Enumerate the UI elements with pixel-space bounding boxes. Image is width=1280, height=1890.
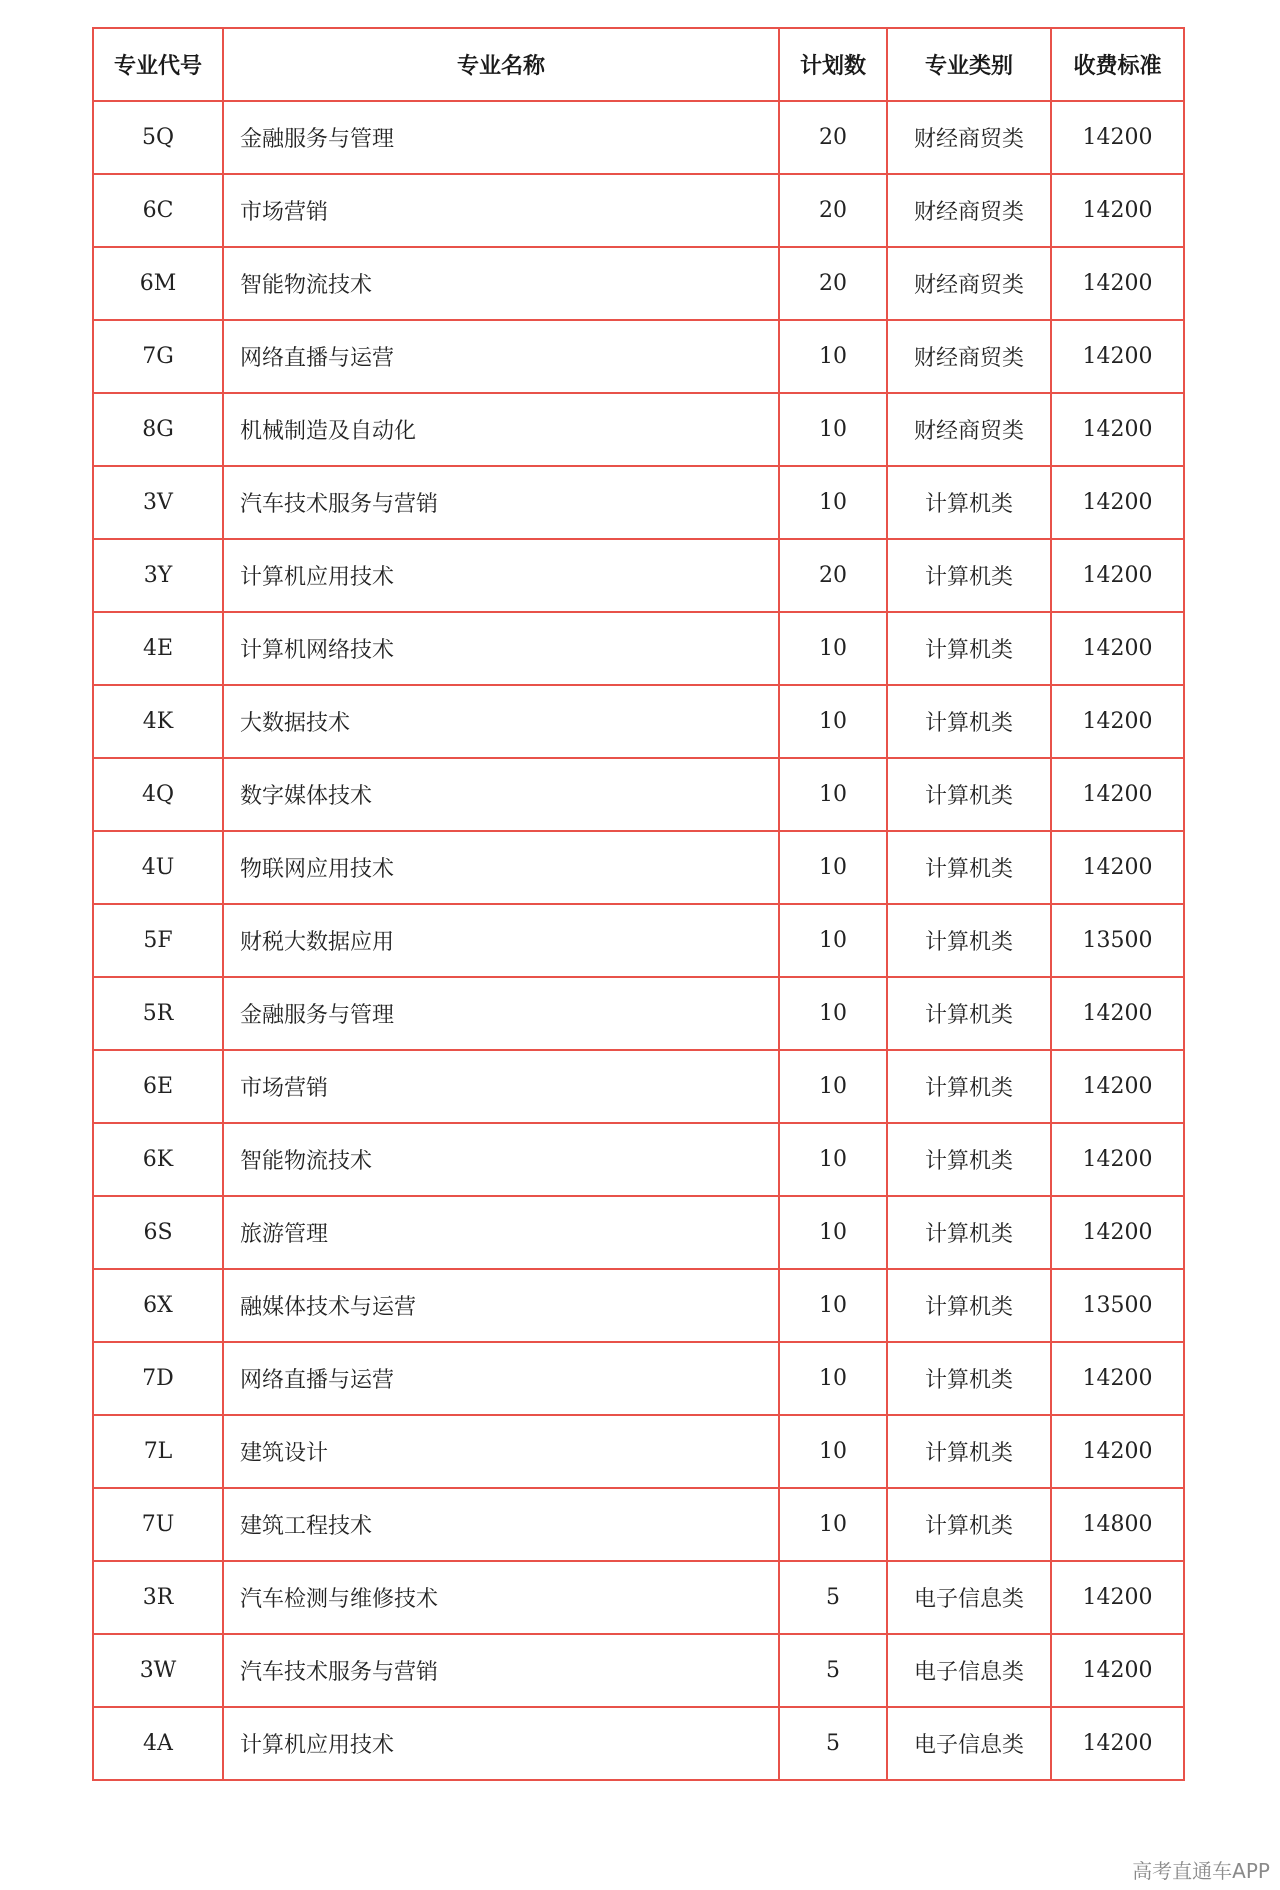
table-body bbox=[93, 101, 1184, 1780]
cell-name: 财税大数据应用 bbox=[223, 904, 779, 977]
cell-plan: 10 bbox=[779, 1488, 887, 1561]
table-row bbox=[93, 101, 1184, 174]
cell-code: 8G bbox=[93, 393, 223, 466]
table-row bbox=[93, 612, 1184, 685]
cell-fee: 14200 bbox=[1051, 1342, 1184, 1415]
cell-code: 4K bbox=[93, 685, 223, 758]
cell-category: 财经商贸类 bbox=[887, 247, 1051, 320]
table-row bbox=[93, 1634, 1184, 1707]
table-row bbox=[93, 1269, 1184, 1342]
cell-category: 计算机类 bbox=[887, 904, 1051, 977]
cell-code: 6K bbox=[93, 1123, 223, 1196]
cell-category: 计算机类 bbox=[887, 831, 1051, 904]
table-row bbox=[93, 1123, 1184, 1196]
cell-name: 旅游管理 bbox=[223, 1196, 779, 1269]
cell-category: 电子信息类 bbox=[887, 1634, 1051, 1707]
cell-name: 建筑设计 bbox=[223, 1415, 779, 1488]
cell-plan: 5 bbox=[779, 1561, 887, 1634]
cell-category: 计算机类 bbox=[887, 1488, 1051, 1561]
table-row bbox=[93, 1342, 1184, 1415]
cell-code: 6C bbox=[93, 174, 223, 247]
table-header bbox=[93, 28, 1184, 101]
cell-plan: 10 bbox=[779, 1196, 887, 1269]
cell-fee: 14800 bbox=[1051, 1488, 1184, 1561]
cell-name: 网络直播与运营 bbox=[223, 1342, 779, 1415]
table-row bbox=[93, 320, 1184, 393]
table-row bbox=[93, 1415, 1184, 1488]
cell-category: 财经商贸类 bbox=[887, 393, 1051, 466]
cell-fee: 14200 bbox=[1051, 393, 1184, 466]
table-row bbox=[93, 831, 1184, 904]
table-row bbox=[93, 1561, 1184, 1634]
cell-category: 电子信息类 bbox=[887, 1561, 1051, 1634]
cell-name: 建筑工程技术 bbox=[223, 1488, 779, 1561]
cell-name: 数字媒体技术 bbox=[223, 758, 779, 831]
header-category: 专业类别 bbox=[887, 28, 1051, 101]
cell-fee: 14200 bbox=[1051, 1561, 1184, 1634]
cell-name: 机械制造及自动化 bbox=[223, 393, 779, 466]
cell-name: 智能物流技术 bbox=[223, 1123, 779, 1196]
cell-plan: 20 bbox=[779, 101, 887, 174]
cell-plan: 10 bbox=[779, 904, 887, 977]
cell-category: 计算机类 bbox=[887, 1415, 1051, 1488]
cell-plan: 10 bbox=[779, 1123, 887, 1196]
cell-code: 7U bbox=[93, 1488, 223, 1561]
cell-code: 5R bbox=[93, 977, 223, 1050]
cell-fee: 14200 bbox=[1051, 758, 1184, 831]
table-row bbox=[93, 977, 1184, 1050]
cell-code: 6S bbox=[93, 1196, 223, 1269]
table-row bbox=[93, 758, 1184, 831]
cell-code: 6X bbox=[93, 1269, 223, 1342]
watermark-text: 高考直通车APP bbox=[1132, 1859, 1270, 1883]
cell-category: 计算机类 bbox=[887, 1123, 1051, 1196]
cell-code: 5F bbox=[93, 904, 223, 977]
cell-name: 金融服务与管理 bbox=[223, 977, 779, 1050]
cell-plan: 5 bbox=[779, 1634, 887, 1707]
cell-code: 4Q bbox=[93, 758, 223, 831]
cell-code: 7L bbox=[93, 1415, 223, 1488]
cell-category: 电子信息类 bbox=[887, 1707, 1051, 1780]
cell-code: 4E bbox=[93, 612, 223, 685]
cell-name: 计算机网络技术 bbox=[223, 612, 779, 685]
table-row bbox=[93, 466, 1184, 539]
cell-fee: 14200 bbox=[1051, 612, 1184, 685]
cell-name: 物联网应用技术 bbox=[223, 831, 779, 904]
cell-code: 3Y bbox=[93, 539, 223, 612]
cell-plan: 10 bbox=[779, 977, 887, 1050]
cell-fee: 14200 bbox=[1051, 831, 1184, 904]
cell-category: 计算机类 bbox=[887, 539, 1051, 612]
cell-category: 计算机类 bbox=[887, 1269, 1051, 1342]
cell-plan: 10 bbox=[779, 466, 887, 539]
table-row bbox=[93, 539, 1184, 612]
cell-code: 5Q bbox=[93, 101, 223, 174]
cell-fee: 14200 bbox=[1051, 174, 1184, 247]
cell-plan: 10 bbox=[779, 612, 887, 685]
cell-fee: 14200 bbox=[1051, 466, 1184, 539]
cell-name: 网络直播与运营 bbox=[223, 320, 779, 393]
cell-category: 计算机类 bbox=[887, 977, 1051, 1050]
cell-name: 大数据技术 bbox=[223, 685, 779, 758]
cell-code: 7G bbox=[93, 320, 223, 393]
cell-plan: 10 bbox=[779, 1415, 887, 1488]
table-row bbox=[93, 1488, 1184, 1561]
cell-category: 计算机类 bbox=[887, 1050, 1051, 1123]
cell-name: 融媒体技术与运营 bbox=[223, 1269, 779, 1342]
cell-fee: 14200 bbox=[1051, 1050, 1184, 1123]
cell-plan: 20 bbox=[779, 174, 887, 247]
cell-name: 汽车技术服务与营销 bbox=[223, 466, 779, 539]
header-name: 专业名称 bbox=[223, 28, 779, 101]
cell-code: 3W bbox=[93, 1634, 223, 1707]
cell-fee: 13500 bbox=[1051, 904, 1184, 977]
cell-fee: 14200 bbox=[1051, 320, 1184, 393]
table-row bbox=[93, 1050, 1184, 1123]
cell-plan: 20 bbox=[779, 247, 887, 320]
cell-code: 6M bbox=[93, 247, 223, 320]
cell-plan: 10 bbox=[779, 685, 887, 758]
header-row bbox=[93, 28, 1184, 101]
cell-plan: 10 bbox=[779, 393, 887, 466]
cell-fee: 14200 bbox=[1051, 977, 1184, 1050]
cell-plan: 10 bbox=[779, 320, 887, 393]
header-code: 专业代号 bbox=[93, 28, 223, 101]
cell-plan: 10 bbox=[779, 758, 887, 831]
cell-category: 计算机类 bbox=[887, 685, 1051, 758]
table-row bbox=[93, 1707, 1184, 1780]
cell-name: 智能物流技术 bbox=[223, 247, 779, 320]
cell-category: 计算机类 bbox=[887, 758, 1051, 831]
cell-category: 计算机类 bbox=[887, 1196, 1051, 1269]
cell-name: 计算机应用技术 bbox=[223, 539, 779, 612]
enrollment-plan-table bbox=[92, 27, 1185, 1781]
enrollment-table-container bbox=[92, 27, 1183, 1781]
cell-fee: 14200 bbox=[1051, 1415, 1184, 1488]
cell-fee: 14200 bbox=[1051, 1123, 1184, 1196]
cell-plan: 10 bbox=[779, 1342, 887, 1415]
cell-fee: 14200 bbox=[1051, 1196, 1184, 1269]
cell-code: 6E bbox=[93, 1050, 223, 1123]
cell-category: 计算机类 bbox=[887, 466, 1051, 539]
cell-fee: 14200 bbox=[1051, 247, 1184, 320]
cell-fee: 13500 bbox=[1051, 1269, 1184, 1342]
cell-code: 3R bbox=[93, 1561, 223, 1634]
table-row bbox=[93, 247, 1184, 320]
table-row bbox=[93, 685, 1184, 758]
cell-name: 计算机应用技术 bbox=[223, 1707, 779, 1780]
cell-name: 汽车检测与维修技术 bbox=[223, 1561, 779, 1634]
cell-plan: 5 bbox=[779, 1707, 887, 1780]
header-plan: 计划数 bbox=[779, 28, 887, 101]
table-row bbox=[93, 174, 1184, 247]
cell-category: 财经商贸类 bbox=[887, 101, 1051, 174]
cell-fee: 14200 bbox=[1051, 101, 1184, 174]
cell-fee: 14200 bbox=[1051, 1634, 1184, 1707]
cell-fee: 14200 bbox=[1051, 1707, 1184, 1780]
cell-name: 汽车技术服务与营销 bbox=[223, 1634, 779, 1707]
cell-code: 4A bbox=[93, 1707, 223, 1780]
cell-code: 7D bbox=[93, 1342, 223, 1415]
cell-category: 财经商贸类 bbox=[887, 174, 1051, 247]
cell-category: 财经商贸类 bbox=[887, 320, 1051, 393]
cell-category: 计算机类 bbox=[887, 1342, 1051, 1415]
cell-fee: 14200 bbox=[1051, 539, 1184, 612]
cell-plan: 10 bbox=[779, 1050, 887, 1123]
cell-name: 市场营销 bbox=[223, 174, 779, 247]
cell-code: 3V bbox=[93, 466, 223, 539]
cell-plan: 10 bbox=[779, 831, 887, 904]
table-row bbox=[93, 393, 1184, 466]
table-row bbox=[93, 1196, 1184, 1269]
cell-plan: 10 bbox=[779, 1269, 887, 1342]
cell-code: 4U bbox=[93, 831, 223, 904]
cell-category: 计算机类 bbox=[887, 612, 1051, 685]
header-fee: 收费标准 bbox=[1051, 28, 1184, 101]
cell-plan: 20 bbox=[779, 539, 887, 612]
cell-name: 市场营销 bbox=[223, 1050, 779, 1123]
table-row bbox=[93, 904, 1184, 977]
cell-fee: 14200 bbox=[1051, 685, 1184, 758]
cell-name: 金融服务与管理 bbox=[223, 101, 779, 174]
